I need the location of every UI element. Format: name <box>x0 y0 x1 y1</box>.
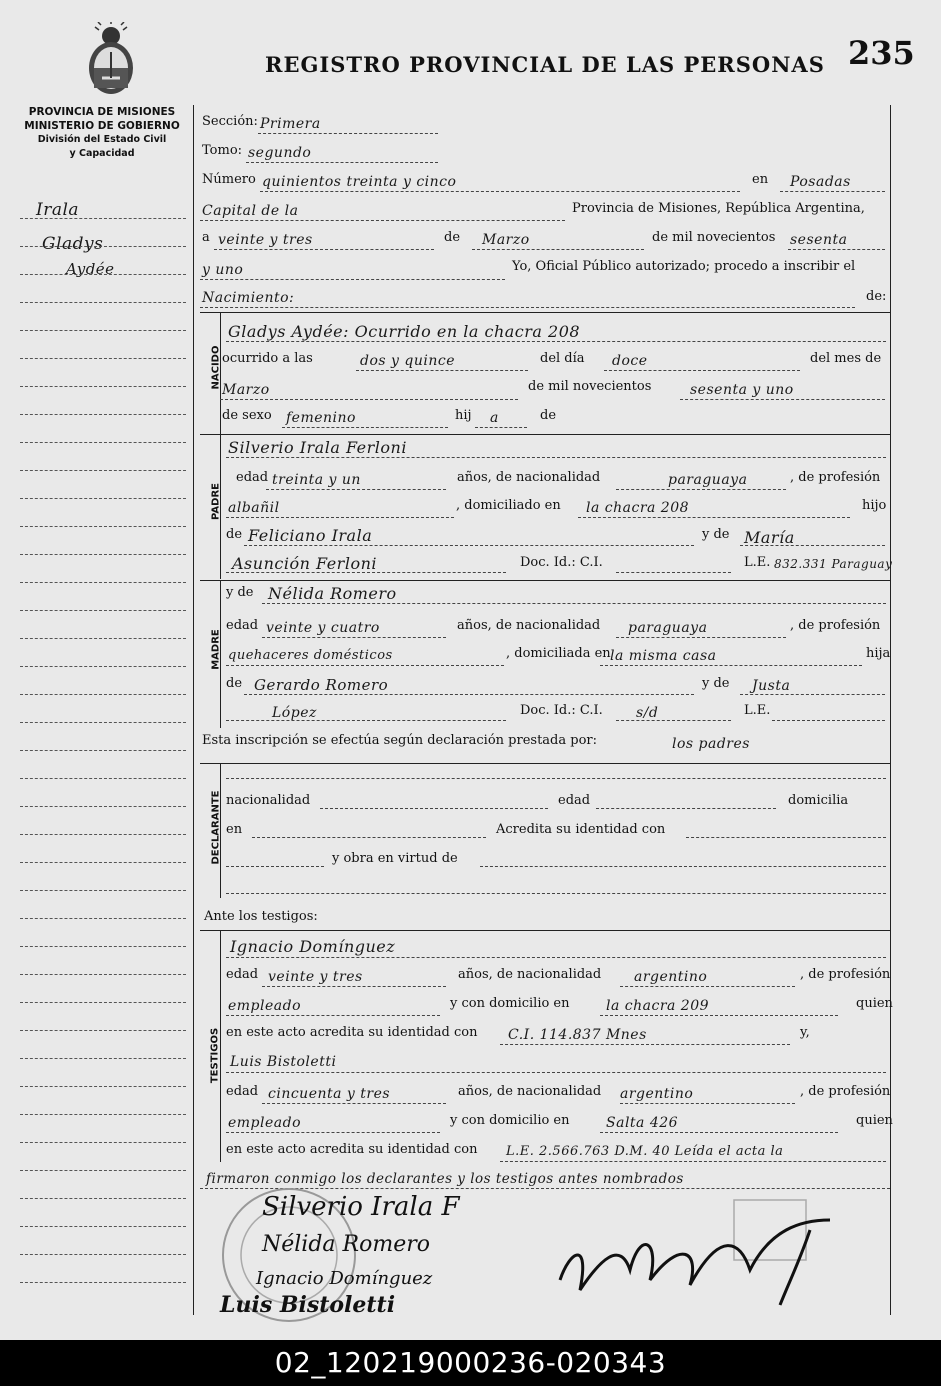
section-divider <box>200 312 890 313</box>
t2-edad-value: cincuenta y tres <box>268 1086 391 1102</box>
t1-profesion-label: , de profesión <box>800 967 891 982</box>
en-label: en <box>752 172 769 187</box>
padre-padre-value: Feliciano Irala <box>248 526 373 545</box>
padre-domiciliado-label: , domiciliado en <box>456 498 561 513</box>
testigos-side-label: TESTIGOS <box>209 1027 221 1084</box>
madre-madre-cont-value: López <box>272 705 317 721</box>
coat-of-arms-icon <box>82 22 140 98</box>
numero-value: quinientos treinta y cinco <box>262 174 457 190</box>
madre-domiciliada-label: , domiciliada en <box>506 646 611 661</box>
padre-anios-label: años, de nacionalidad <box>457 470 601 485</box>
testigo2-name-value: Luis Bistoletti <box>230 1054 337 1070</box>
de-label: de <box>444 230 461 245</box>
padre-nac-value: paraguaya <box>668 472 748 488</box>
del-dia-label: del día <box>540 351 585 366</box>
signature-witness-2: Luis Bistoletti <box>220 1292 396 1318</box>
hij-label: hij <box>455 408 472 423</box>
issuer-block <box>12 105 192 161</box>
t2-profesion-label: , de profesión <box>800 1084 891 1099</box>
madre-ci-value: s/d <box>636 705 659 721</box>
tomo-value: segundo <box>248 145 312 161</box>
decl-edad-label: edad <box>558 793 591 808</box>
year-cont-value: y uno <box>202 262 244 278</box>
section-divider <box>200 580 890 581</box>
margin-surname: Irala <box>36 200 80 220</box>
sexo-label: de sexo <box>222 408 272 423</box>
margin-second-name: Aydée <box>66 260 115 278</box>
madre-nac-value: paraguaya <box>628 620 708 636</box>
padre-side-label: PADRE <box>210 483 222 520</box>
document-title: REGISTRO PROVINCIAL DE LAS PERSONAS <box>265 52 825 77</box>
decl-obra-label: y obra en virtud de <box>332 851 458 866</box>
t1-doc-value: C.I. 114.837 Mnes <box>508 1027 647 1043</box>
madre-y-de-label: y de <box>226 585 254 600</box>
t1-dom-value: la chacra 209 <box>606 998 710 1014</box>
page-number: 235 <box>848 34 915 72</box>
sexo-value: femenino <box>286 410 356 426</box>
t1-anios-label: años, de nacionalidad <box>458 967 602 982</box>
del-mes-label: del mes de <box>810 351 882 366</box>
act-type-value: Nacimiento: <box>202 290 295 306</box>
padre-name-value: Silverio Irala Ferloni <box>228 438 407 457</box>
t1-domicilio-label: y con domicilio en <box>450 996 570 1011</box>
margin-first-name: Gladys <box>42 234 104 254</box>
t2-nac-value: argentino <box>620 1086 694 1102</box>
signature-witness-1: Ignacio Domínguez <box>256 1268 433 1289</box>
t2-prof-value: empleado <box>228 1115 302 1131</box>
madre-prof-value: quehaceres domésticos <box>228 648 393 663</box>
padre-dom-value: la chacra 208 <box>586 500 690 516</box>
t1-acto-label: en este acto acredita su identidad con <box>226 1025 478 1040</box>
madre-madre-value: Justa <box>752 678 791 694</box>
de-colon-label: de: <box>866 289 887 304</box>
nacido-name-value: Gladys Aydée: Ocurrido en la chacra 208 <box>228 322 581 341</box>
seccion-value: Primera <box>260 116 321 132</box>
madre-side-label: MADRE <box>210 629 222 670</box>
padre-doc-label: Doc. Id.: C.I. <box>520 555 603 570</box>
yo-label: Yo, Oficial Público autorizado; procedo a inscribir el <box>512 259 856 274</box>
padre-y-de-label: y de <box>702 527 730 542</box>
madre-le-label: L.E. <box>744 703 771 718</box>
t1-quien-label: quien <box>856 996 893 1011</box>
padre-madre-value: María <box>744 528 795 547</box>
declarante-side-label: DECLARANTE <box>210 790 222 865</box>
t1-edad-value: veinte y tres <box>268 969 363 985</box>
t2-doc-value: L.E. 2.566.763 D.M. 40 Leída el acta la <box>506 1144 784 1159</box>
t1-prof-value: empleado <box>228 998 302 1014</box>
hija-label: hija <box>866 646 891 661</box>
year-value: sesenta <box>790 232 848 248</box>
t2-anios-label: años, de nacionalidad <box>458 1084 602 1099</box>
province-name: PROVINCIA DE MISIONES <box>28 106 176 118</box>
t2-quien-label: quien <box>856 1113 893 1128</box>
capital-value: Capital de la <box>202 203 299 219</box>
padre-edad-value: treinta y un <box>272 472 361 488</box>
seccion-label: Sección: <box>202 114 258 129</box>
madre-dom-value: la misma casa <box>610 648 717 664</box>
decl-domicilia-label: domicilia <box>788 793 849 808</box>
testigo1-name-value: Ignacio Domínguez <box>230 937 396 956</box>
left-border <box>193 105 194 1315</box>
madre-profesion-label: , de profesión <box>790 618 881 633</box>
padre-madre-cont-value: Asunción Ferloni <box>232 554 377 573</box>
padre-edad-label: edad <box>236 470 269 485</box>
en-value: Posadas <box>790 174 851 190</box>
t2-acto-label: en este acto acredita su identidad con <box>226 1142 478 1157</box>
ocurrido-label: ocurrido a las <box>222 351 313 366</box>
official-signature-icon <box>540 1210 840 1310</box>
division-line-2: y Capacidad <box>69 148 135 159</box>
section-divider <box>200 434 890 435</box>
dia-nac-value: doce <box>612 353 648 369</box>
mes-nac-value: Marzo <box>222 382 270 398</box>
hijo-label: hijo <box>862 498 887 513</box>
padre-le-value: 832.331 Paraguay <box>774 557 893 571</box>
madre-doc-label: Doc. Id.: C.I. <box>520 703 603 718</box>
anio-nac-value: sesenta y uno <box>690 382 794 398</box>
padre-le-label: L.E. <box>744 555 771 570</box>
t1-y-label: y, <box>800 1025 810 1040</box>
hij-suffix-value: a <box>490 410 499 426</box>
de-2-label: de <box>540 408 557 423</box>
decl-nacionalidad-label: nacionalidad <box>226 793 311 808</box>
numero-label: Número <box>202 172 256 187</box>
decl-en-label: en <box>226 822 243 837</box>
month-value: Marzo <box>482 232 530 248</box>
section-divider <box>200 763 890 764</box>
a-label: a <box>202 230 210 245</box>
padre-prof-value: albañil <box>228 500 280 516</box>
testigos-label: Ante los testigos: <box>204 909 318 924</box>
padre-de-label: de <box>226 527 243 542</box>
image-filename: 02_120219000236-020343 <box>274 1346 667 1379</box>
madre-anios-label: años, de nacionalidad <box>457 618 601 633</box>
padre-profesion-label: , de profesión <box>790 470 881 485</box>
madre-padre-value: Gerardo Romero <box>254 676 389 694</box>
signature-father: Silverio Irala F <box>262 1192 460 1222</box>
division-line-1: División del Estado Civil <box>37 134 167 145</box>
hora-value: dos y quince <box>360 353 455 369</box>
madre-y-de-label-2: y de <box>702 676 730 691</box>
t2-edad-label: edad <box>226 1084 259 1099</box>
madre-name-value: Nélida Romero <box>268 584 397 603</box>
madre-de-label: de <box>226 676 243 691</box>
t2-dom-value: Salta 426 <box>606 1115 679 1131</box>
provincia-label: Provincia de Misiones, República Argentina, <box>572 201 865 216</box>
t1-edad-label: edad <box>226 967 259 982</box>
t1-nac-value: argentino <box>634 969 708 985</box>
decl-acredita-label: Acredita su identidad con <box>496 822 666 837</box>
de-mil-2-label: de mil novecientos <box>528 379 652 394</box>
day-value: veinte y tres <box>218 232 313 248</box>
madre-edad-value: veinte y cuatro <box>266 620 380 636</box>
right-border <box>890 105 891 1315</box>
declaracion-label: Esta inscripción se efectúa según declaración prestada por: <box>202 733 597 748</box>
section-divider <box>200 930 890 931</box>
ministry-name: MINISTERIO DE GOBIERNO <box>24 120 180 132</box>
t2-domicilio-label: y con domicilio en <box>450 1113 570 1128</box>
declarantes-value: los padres <box>672 736 750 752</box>
closing-text: firmaron conmigo los declarantes y los testigos antes nombrados <box>206 1171 684 1187</box>
signature-mother: Nélida Romero <box>262 1232 430 1257</box>
tomo-label: Tomo: <box>202 143 243 158</box>
de-mil-label: de mil novecientos <box>652 230 776 245</box>
madre-edad-label: edad <box>226 618 259 633</box>
nacido-side-label: NACIDO <box>210 345 222 390</box>
